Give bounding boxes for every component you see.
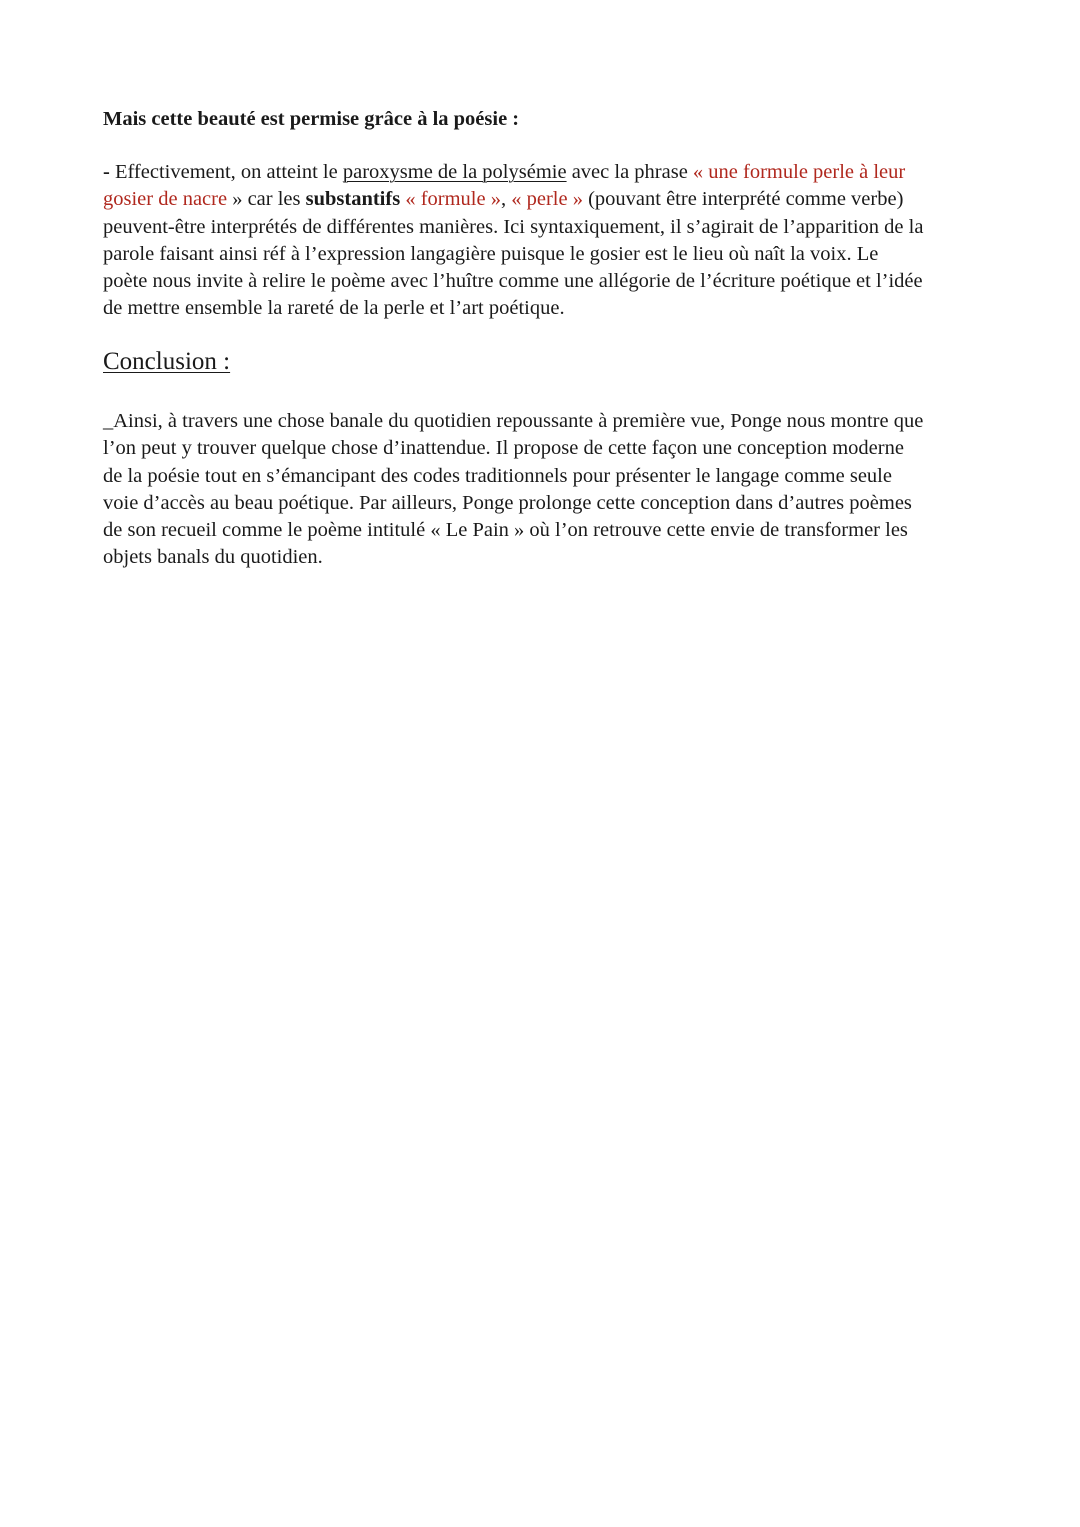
paragraph-line: de mettre ensemble la rareté de la perle et l’art poétique. — [103, 297, 565, 320]
text-run: Effectivement, on atteint le — [109, 161, 343, 183]
conclusion-paragraph — [103, 408, 983, 572]
bold-term: substantifs — [305, 188, 401, 211]
paragraph-line: poète nous invite à relire le poème avec l’huître comme une allégorie de l’écriture poétique et l’idée — [103, 270, 923, 293]
text-run: , — [500, 188, 512, 211]
paragraph-line: peuvent-être interprétés de différentes manières. Ici syntaxiquement, il s’agirait de l’apparition de la — [103, 215, 924, 238]
analysis-paragraph — [103, 159, 983, 323]
list-dash: - — [103, 161, 110, 183]
paragraph-line: parole faisant ainsi réf à l’expression langagière puisque le gosier est le lieu où naît la voix. Le — [103, 242, 879, 265]
text-run: » car les — [227, 188, 306, 211]
quotation-red: « formule » — [405, 188, 501, 211]
underlined-term: paroxysme de la polysémie — [342, 161, 567, 183]
quotation-red: « perle » — [511, 188, 583, 211]
paragraph-line: de la poésie tout en s’émancipant des codes traditionnels pour présenter le langage comme seule — [103, 464, 892, 487]
quotation-red: gosier de nacre — [103, 188, 228, 211]
paragraph-line: _Ainsi, à travers une chose banale du quotidien repoussante à première vue, Ponge nous montre que — [103, 410, 924, 432]
paragraph-line — [103, 159, 983, 186]
paragraph-line: de son recueil comme le poème intitulé « Le Pain » où l’on retrouve cette envie de transformer les — [103, 519, 908, 542]
conclusion-heading: Conclusion : — [103, 348, 231, 375]
text-run: avec la phrase — [566, 161, 693, 183]
text-run: (pouvant être interprété comme verbe) — [582, 188, 904, 211]
paragraph-line: objets banals du quotidien. — [103, 546, 323, 569]
section-heading: Mais cette beauté est permise grâce à la poésie : — [103, 108, 520, 130]
paragraph-line: voie d’accès au beau poétique. Par ailleurs, Ponge prolonge cette conception dans d’autres poèmes — [103, 491, 912, 514]
quotation-red: « une formule perle à leur — [692, 161, 906, 183]
paragraph-line — [103, 186, 983, 213]
paragraph-line: l’on peut y trouver quelque chose d’inattendue. Il propose de cette façon une conception moderne — [103, 437, 904, 460]
